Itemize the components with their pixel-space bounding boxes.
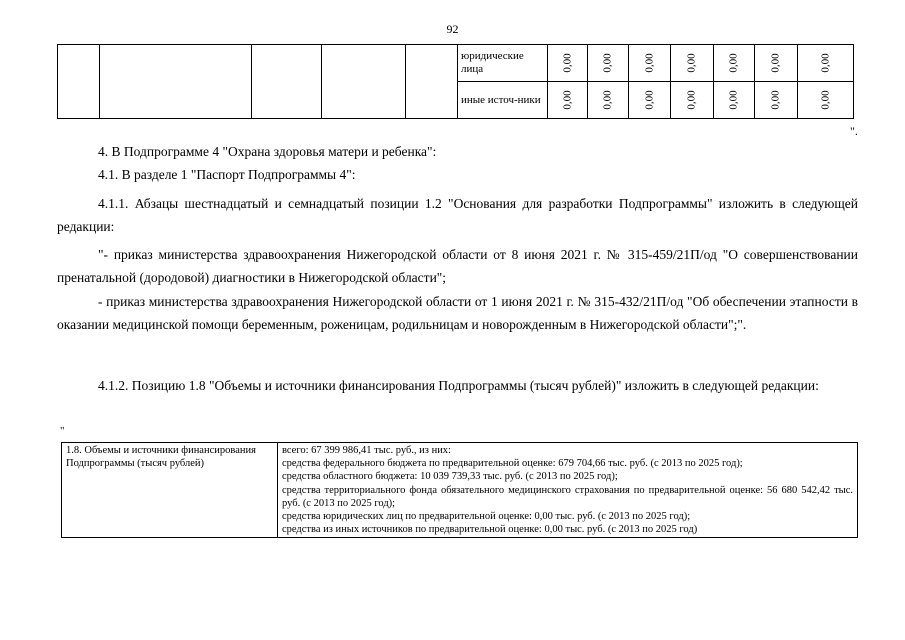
closing-quote: ".	[850, 124, 858, 138]
financing-regional: средства областного бюджета: 10 039 739,33 тыс. руб. (с 2013 по 2025 год);	[282, 471, 618, 483]
table-cell: 0,00	[770, 90, 782, 110]
financing-federal: средства федерального бюджета по предварительной оценке: 679 704,66 тыс. руб. (с 2013 по 2025 год);	[282, 458, 743, 470]
paragraph-4-1-1: 4.1.1. Абзацы шестнадцатый и семнадцатый позиции 1.2 "Основания для разработки Подпрограммы" изложить в следующей редакции:	[57, 196, 858, 234]
row-label: иные источ-ники	[458, 82, 548, 119]
table-cell: 0,00	[643, 90, 656, 110]
budget-table-fragment	[57, 44, 854, 119]
paragraph-order-432: - приказ министерства здравоохранения Нижегородской области от 1 июня 2021 г. № 315-432/21П/од "Об обеспечении этапности в оказании медицинской помощи беременным, роженицам, родильницам и новорожденным в Нижегородской области";".	[57, 294, 858, 332]
paragraph-4-1-2: 4.1.2. Позицию 1.8 "Объемы и источники финансирования Подпрограммы (тысяч рублей)" изложить в следующей редакции:	[98, 378, 819, 393]
table-cell: 0,00	[819, 53, 832, 73]
financing-details	[278, 443, 858, 538]
financing-insurance-fund: средства территориального фонда обязательного медицинского страхования по предварительной оценке: 56 680 542,42 тыс. руб. (с 2013 по 2025 год);	[282, 484, 853, 509]
table-cell: 0,00	[643, 53, 656, 73]
table-cell: 0,00	[819, 90, 832, 110]
financing-total: всего: 67 399 986,41 тыс. руб., из них:	[282, 445, 451, 456]
financing-table	[61, 442, 858, 538]
paragraph-section-1: 4.1. В разделе 1 "Паспорт Подпрограммы 4":	[98, 167, 356, 182]
table-cell: 0,00	[686, 53, 698, 73]
table-cell: 0,00	[728, 53, 740, 73]
table-cell: 0,00	[602, 53, 614, 73]
financing-legal-entities: средства юридических лиц по предварительной оценке: 0,00 тыс. руб. (с 2013 по 2025 год);	[282, 511, 691, 523]
paragraph-subprogram-4: 4. В Подпрограмме 4 "Охрана здоровья матери и ребенка":	[98, 144, 437, 159]
table-row	[62, 443, 858, 538]
paragraph-order-459: "- приказ министерства здравоохранения Нижегородской области от 8 июня 2021 г. № 315-459/21П/од "О совершенствовании пренатальной (дородовой) диагностики в Нижегородской области";	[57, 247, 858, 285]
table-row	[58, 45, 854, 82]
table-cell: 0,00	[728, 90, 740, 110]
financing-other-sources: средства из иных источников по предварительной оценке: 0,00 тыс. руб. (с 2013 по 2025 год)	[282, 524, 698, 536]
financing-label: 1.8. Объемы и источники финансирования Подпрограммы (тысяч рублей)	[62, 443, 278, 538]
table-cell: 0,00	[686, 90, 698, 110]
page-number: 92	[446, 22, 459, 36]
opening-quote: "	[60, 425, 65, 437]
table-cell: 0,00	[561, 90, 574, 110]
table-cell: 0,00	[602, 90, 614, 110]
table-cell: 0,00	[561, 53, 574, 73]
row-label: юридические лица	[458, 45, 548, 82]
table-cell: 0,00	[770, 53, 782, 73]
